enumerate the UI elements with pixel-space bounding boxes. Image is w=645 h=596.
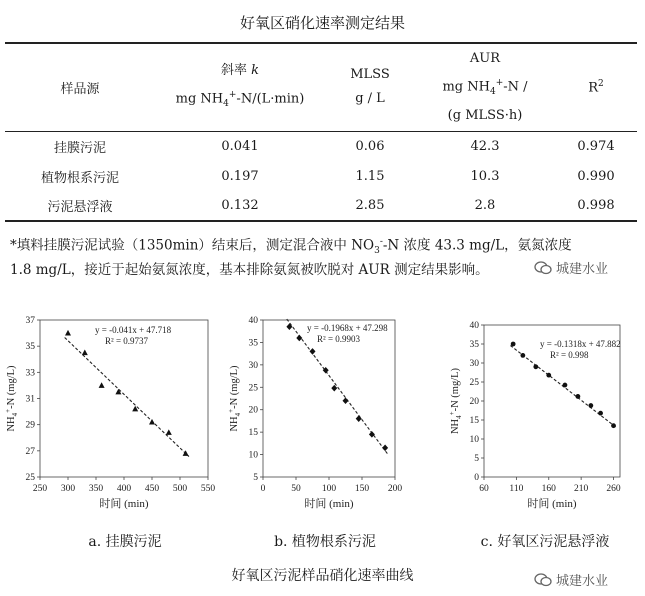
caption-b: b. 植物根系污泥 bbox=[274, 534, 376, 550]
data-point bbox=[598, 411, 603, 416]
y-tick-label: 5 bbox=[474, 454, 479, 464]
x-axis-label: 时间 (min) bbox=[527, 498, 577, 510]
footnote-line-2: 1.8 mg/L，接近于起始氨氮浓度，基本排除氨氮被吹脱对 AUR 测定结果影响。 bbox=[10, 262, 489, 278]
footnote-line-1: *填料挂膜污泥试验（1350min）结束后，测定混合液中 $NO_3^--N$ 浓度 43.3 mg/L，氨氮浓度 bbox=[10, 237, 572, 257]
y-tick-label: 15 bbox=[469, 416, 479, 426]
y-tick-label: 10 bbox=[248, 450, 258, 461]
x-tick-label: 0 bbox=[260, 484, 266, 494]
cell-mlss: 1.15 bbox=[355, 168, 385, 184]
data-point bbox=[296, 335, 302, 342]
results-table bbox=[5, 42, 637, 222]
header-slope: 斜率 k mg $NH_4^+-N/(L\cdot\min)$ bbox=[175, 62, 305, 109]
x-tick-label: 300 bbox=[60, 484, 76, 494]
data-point bbox=[520, 353, 525, 358]
x-axis-label: 时间 (min) bbox=[304, 498, 354, 510]
cell-r2: 0.974 bbox=[577, 138, 615, 154]
wechat-logo-icon bbox=[534, 261, 552, 275]
caption-a: a. 挂膜污泥 bbox=[88, 534, 162, 550]
y-tick-label: 35 bbox=[248, 338, 258, 349]
data-point bbox=[310, 348, 316, 355]
trendline-r2: R² = 0.9903 bbox=[317, 334, 361, 344]
cell-slope: 0.041 bbox=[221, 138, 259, 154]
y-tick-label: 15 bbox=[248, 428, 258, 439]
x-tick-label: 250 bbox=[32, 484, 48, 494]
trendline bbox=[65, 337, 189, 456]
caption-c: c. 好氧区污泥悬浮液 bbox=[480, 534, 610, 550]
x-tick-label: 350 bbox=[88, 484, 104, 494]
x-tick-label: 110 bbox=[509, 484, 524, 494]
x-tick-label: 200 bbox=[387, 484, 403, 494]
x-tick-label: 150 bbox=[354, 484, 370, 494]
x-tick-label: 60 bbox=[479, 484, 489, 494]
y-tick-label: 30 bbox=[469, 359, 479, 369]
y-axis-label: $NH_4^+-N$ (mg/L) bbox=[4, 365, 19, 432]
y-tick-label: 25 bbox=[25, 473, 35, 483]
data-point bbox=[369, 431, 375, 438]
y-axis-label: $NH_4^+-N$ (mg/L) bbox=[227, 365, 242, 432]
data-point bbox=[546, 373, 551, 378]
trendline-r2: R² = 0.998 bbox=[550, 350, 589, 360]
header-aur: AUR mg $NH_4^+-N$ / (g MLSS·h) bbox=[442, 50, 528, 123]
watermark: 城建水业 bbox=[534, 570, 608, 589]
data-point bbox=[286, 323, 292, 330]
y-tick-label: 37 bbox=[25, 316, 35, 326]
cell-mlss: 0.06 bbox=[355, 138, 385, 154]
cell-slope: 0.197 bbox=[221, 168, 259, 184]
y-tick-label: 25 bbox=[469, 378, 479, 388]
x-tick-label: 100 bbox=[321, 484, 337, 494]
data-point bbox=[82, 350, 88, 356]
figure-title: 好氧区污泥样品硝化速率曲线 bbox=[231, 568, 414, 584]
cell-source: 挂膜污泥 bbox=[53, 140, 106, 156]
header-mlss: MLSS g / L bbox=[350, 67, 390, 107]
x-tick-label: 400 bbox=[116, 484, 132, 494]
data-point bbox=[149, 419, 155, 425]
y-tick-label: 20 bbox=[248, 405, 258, 416]
table-header-row bbox=[5, 43, 637, 131]
header-r2: $R^2$ bbox=[588, 79, 604, 96]
cell-aur: 42.3 bbox=[470, 138, 500, 154]
y-axis-label: $NH_4^+-N$ (mg/L) bbox=[448, 367, 463, 435]
x-tick-label: 450 bbox=[144, 484, 160, 494]
cell-aur: 10.3 bbox=[470, 168, 500, 184]
table-row bbox=[5, 191, 637, 221]
data-point bbox=[331, 385, 337, 392]
chart-a bbox=[0, 305, 215, 525]
y-tick-label: 29 bbox=[25, 420, 35, 431]
data-point bbox=[166, 429, 172, 435]
y-tick-label: 25 bbox=[248, 383, 258, 394]
table-row bbox=[5, 161, 637, 191]
y-tick-label: 27 bbox=[25, 446, 35, 457]
x-tick-label: 550 bbox=[200, 484, 216, 494]
table-row bbox=[5, 131, 637, 161]
cell-slope: 0.132 bbox=[221, 198, 259, 213]
trendline-equation: y = -0.1968x + 47.298 bbox=[307, 323, 388, 333]
cell-source: 植物根系污泥 bbox=[40, 170, 119, 186]
y-tick-label: 35 bbox=[469, 340, 479, 350]
data-point bbox=[99, 382, 105, 388]
x-tick-label: 500 bbox=[172, 484, 188, 494]
y-tick-label: 5 bbox=[253, 473, 258, 483]
x-tick-label: 260 bbox=[606, 484, 621, 494]
chart-c bbox=[430, 305, 645, 525]
x-axis-label: 时间 (min) bbox=[99, 498, 149, 510]
data-point bbox=[611, 423, 616, 428]
y-tick-label: 35 bbox=[25, 342, 35, 353]
data-point bbox=[382, 445, 388, 452]
header-source: 样品源 bbox=[60, 81, 100, 97]
cell-aur: 2.8 bbox=[474, 198, 496, 213]
data-point bbox=[183, 450, 189, 456]
data-point bbox=[356, 415, 362, 422]
y-tick-label: 30 bbox=[248, 360, 258, 371]
data-point bbox=[511, 342, 516, 347]
data-point bbox=[588, 403, 593, 408]
y-tick-label: 33 bbox=[25, 368, 35, 379]
y-tick-label: 20 bbox=[469, 397, 479, 407]
x-tick-label: 210 bbox=[574, 484, 589, 494]
cell-mlss: 2.85 bbox=[355, 198, 385, 213]
cell-r2: 0.990 bbox=[577, 168, 615, 184]
y-tick-label: 31 bbox=[25, 394, 35, 405]
trendline-equation: y = -0.041x + 47.718 bbox=[95, 325, 172, 335]
data-point bbox=[563, 383, 568, 388]
y-tick-label: 10 bbox=[469, 435, 479, 445]
watermark: 城建水业 bbox=[534, 258, 608, 277]
y-tick-label: 40 bbox=[248, 316, 258, 326]
table-title: 好氧区硝化速率测定结果 bbox=[239, 14, 405, 32]
cell-r2: 0.998 bbox=[577, 198, 615, 213]
trendline-r2: R² = 0.9737 bbox=[105, 336, 149, 346]
data-point bbox=[533, 364, 538, 369]
data-point bbox=[343, 397, 349, 404]
trendline-equation: y = -0.1318x + 47.882 bbox=[540, 339, 621, 349]
data-point bbox=[576, 394, 581, 399]
cell-source: 污泥悬浮液 bbox=[47, 200, 113, 215]
x-tick-label: 160 bbox=[541, 484, 556, 494]
chart-b bbox=[215, 305, 430, 525]
y-tick-label: 40 bbox=[469, 321, 479, 331]
data-point bbox=[65, 330, 71, 336]
wechat-logo-icon bbox=[534, 573, 552, 587]
x-tick-label: 50 bbox=[291, 484, 301, 494]
y-tick-label: 0 bbox=[474, 473, 479, 483]
